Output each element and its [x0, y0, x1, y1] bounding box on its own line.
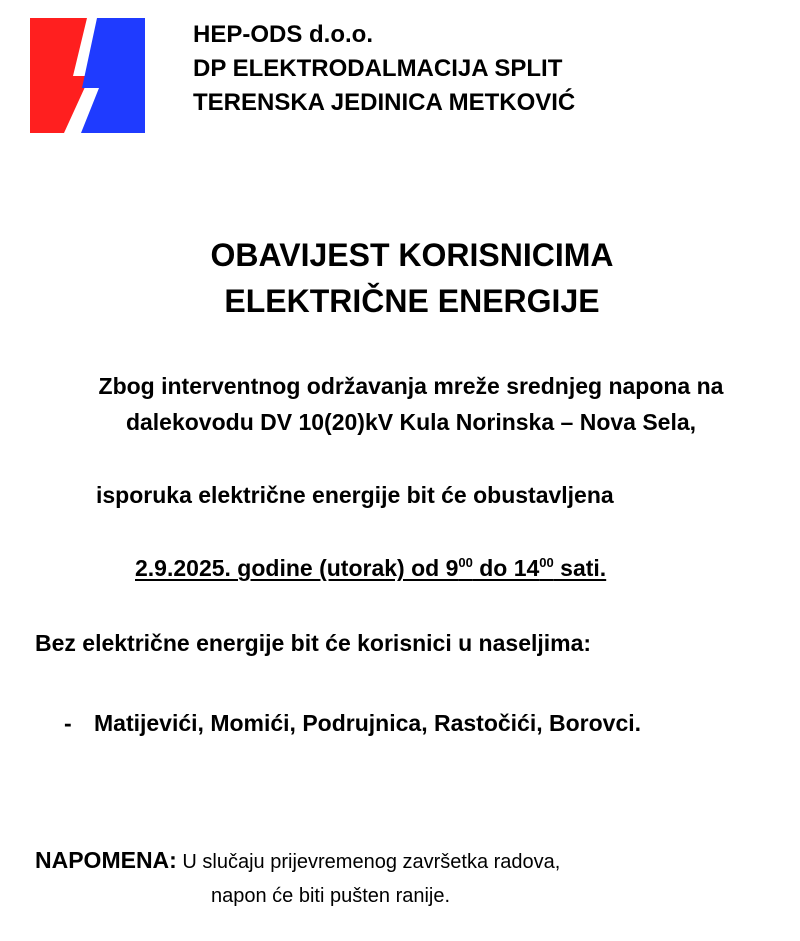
list-bullet: - — [64, 710, 72, 736]
note-line-1: U slučaju prijevremenog završetka radova, — [182, 851, 561, 873]
notice-title — [0, 232, 800, 324]
end-minutes: 00 — [539, 555, 554, 570]
maintenance-reason — [0, 368, 800, 440]
organization-header — [193, 18, 575, 120]
note-label: NAPOMENA: — [35, 847, 177, 873]
unit-name: TERENSKA JEDINICA METKOVIĆ — [193, 89, 576, 116]
supply-interruption-text: isporuka električne energije bit će obustavljena — [96, 482, 614, 508]
logo-red-half — [30, 18, 90, 133]
start-minutes: 00 — [458, 555, 473, 570]
settlement-names: Matijevići, Momići, Podrujnica, Rastočići, Borovci. — [94, 710, 642, 736]
date-text: 2.9.2025. godine (utorak) od 9 — [135, 555, 459, 581]
outage-datetime — [135, 553, 606, 583]
logo-blue-half — [81, 18, 145, 133]
company-name: HEP-ODS d.o.o. — [193, 21, 373, 48]
title-line-2: ELEKTRIČNE ENERGIJE — [224, 283, 600, 319]
affected-settlements-list — [64, 708, 641, 738]
note-line-2: napon će biti pušten ranije. — [211, 885, 451, 907]
hep-logo-icon — [30, 18, 145, 133]
division-name: DP ELEKTRODALMACIJA SPLIT — [193, 55, 563, 82]
end-text: sati. — [553, 555, 607, 581]
title-line-1: OBAVIJEST KORISNICIMA — [210, 237, 614, 273]
affected-areas-intro: Bez električne energije bit će korisnici u naseljima: — [35, 630, 592, 656]
reason-line-1: Zbog interventnog održavanja mreže srednjeg napona na — [98, 373, 724, 399]
to-text: do 14 — [472, 555, 540, 581]
note-section — [35, 843, 560, 913]
reason-line-2: dalekovodu DV 10(20)kV Kula Norinska – Nova Sela, — [125, 409, 697, 435]
